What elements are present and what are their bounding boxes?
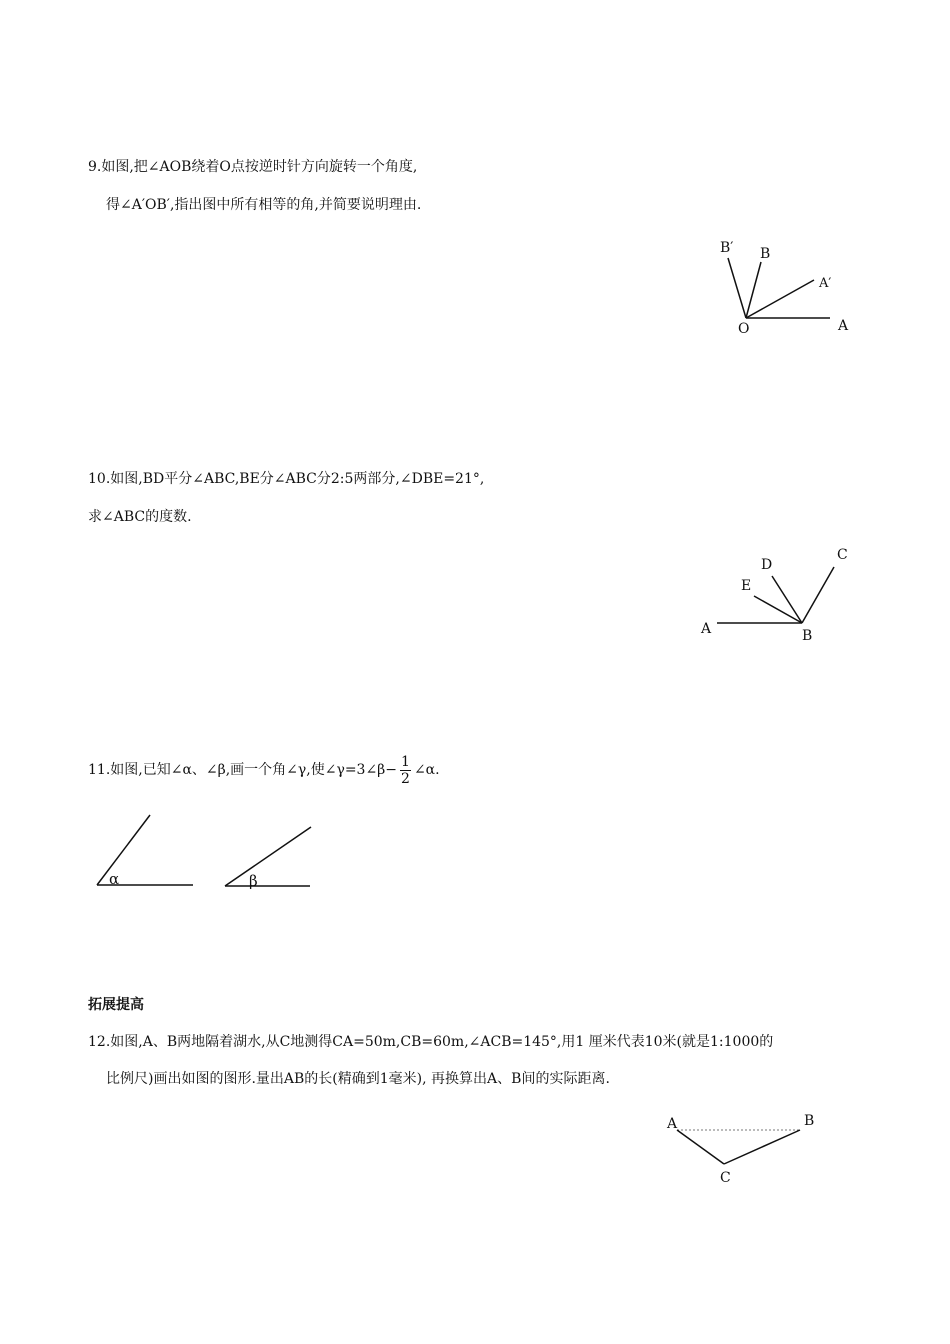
- label-b: B: [802, 628, 813, 644]
- q11-text-after: ∠α.: [413, 762, 440, 778]
- q10-text-line1: 10.如图,BD平分∠ABC,BE分∠ABC分2:5两部分,∠DBE=21°,: [88, 471, 485, 487]
- fraction-one-half: [400, 754, 411, 787]
- label-o: O: [738, 321, 750, 337]
- q10-text-line2: 求∠ABC的度数.: [88, 509, 192, 525]
- fraction-denominator: 2: [401, 770, 410, 787]
- q10-figure: [690, 540, 870, 650]
- q11-text: [88, 752, 440, 788]
- label-a: A: [838, 318, 849, 334]
- label-b: B: [804, 1113, 815, 1129]
- ray-bd: [772, 576, 802, 623]
- fraction-numerator: 1: [401, 753, 410, 770]
- section-title: 拓展提高: [88, 997, 144, 1013]
- label-beta: β: [249, 872, 258, 890]
- ray-ob: [746, 262, 761, 318]
- label-c: C: [720, 1170, 731, 1186]
- ray-bc: [802, 567, 834, 623]
- label-a-prime: A′: [819, 276, 832, 291]
- label-a: A: [667, 1116, 678, 1132]
- ray-oa-prime: [746, 280, 814, 318]
- segment-ac: [677, 1130, 724, 1164]
- label-d: D: [761, 557, 773, 573]
- segment-bc: [724, 1130, 800, 1164]
- label-b: B: [760, 246, 771, 262]
- q9-text-line1: 9.如图,把∠AOB绕着O点按逆时针方向旋转一个角度,: [88, 159, 418, 175]
- ray-ob-prime: [728, 258, 746, 318]
- label-alpha: α: [109, 870, 120, 888]
- q12-text-line1: 12.如图,A、B两地隔着湖水,从C地测得CA=50m,CB=60m,∠ACB=145°,用1 厘米代表10米(就是1:1000的: [88, 1034, 774, 1050]
- q11-text-before: 11.如图,已知∠α、∠β,画一个角∠γ,使∠γ=3∠β−: [88, 762, 398, 778]
- q12-text-line2: 比例尺)画出如图的图形.量出AB的长(精确到1毫米), 再换算出A、B间的实际距离.: [106, 1071, 610, 1087]
- q9-figure: [700, 230, 880, 350]
- label-b-prime: B′: [720, 240, 734, 256]
- label-a: A: [701, 621, 712, 637]
- q9-text-line2: 得∠A′OB′,指出图中所有相等的角,并简要说明理由.: [106, 197, 422, 213]
- q11-angle-beta-figure: [220, 822, 320, 892]
- q12-figure: [660, 1105, 830, 1190]
- label-c: C: [837, 547, 848, 563]
- label-e: E: [741, 578, 752, 594]
- ray-be: [754, 596, 802, 623]
- q11-angle-alpha-figure: [90, 810, 200, 890]
